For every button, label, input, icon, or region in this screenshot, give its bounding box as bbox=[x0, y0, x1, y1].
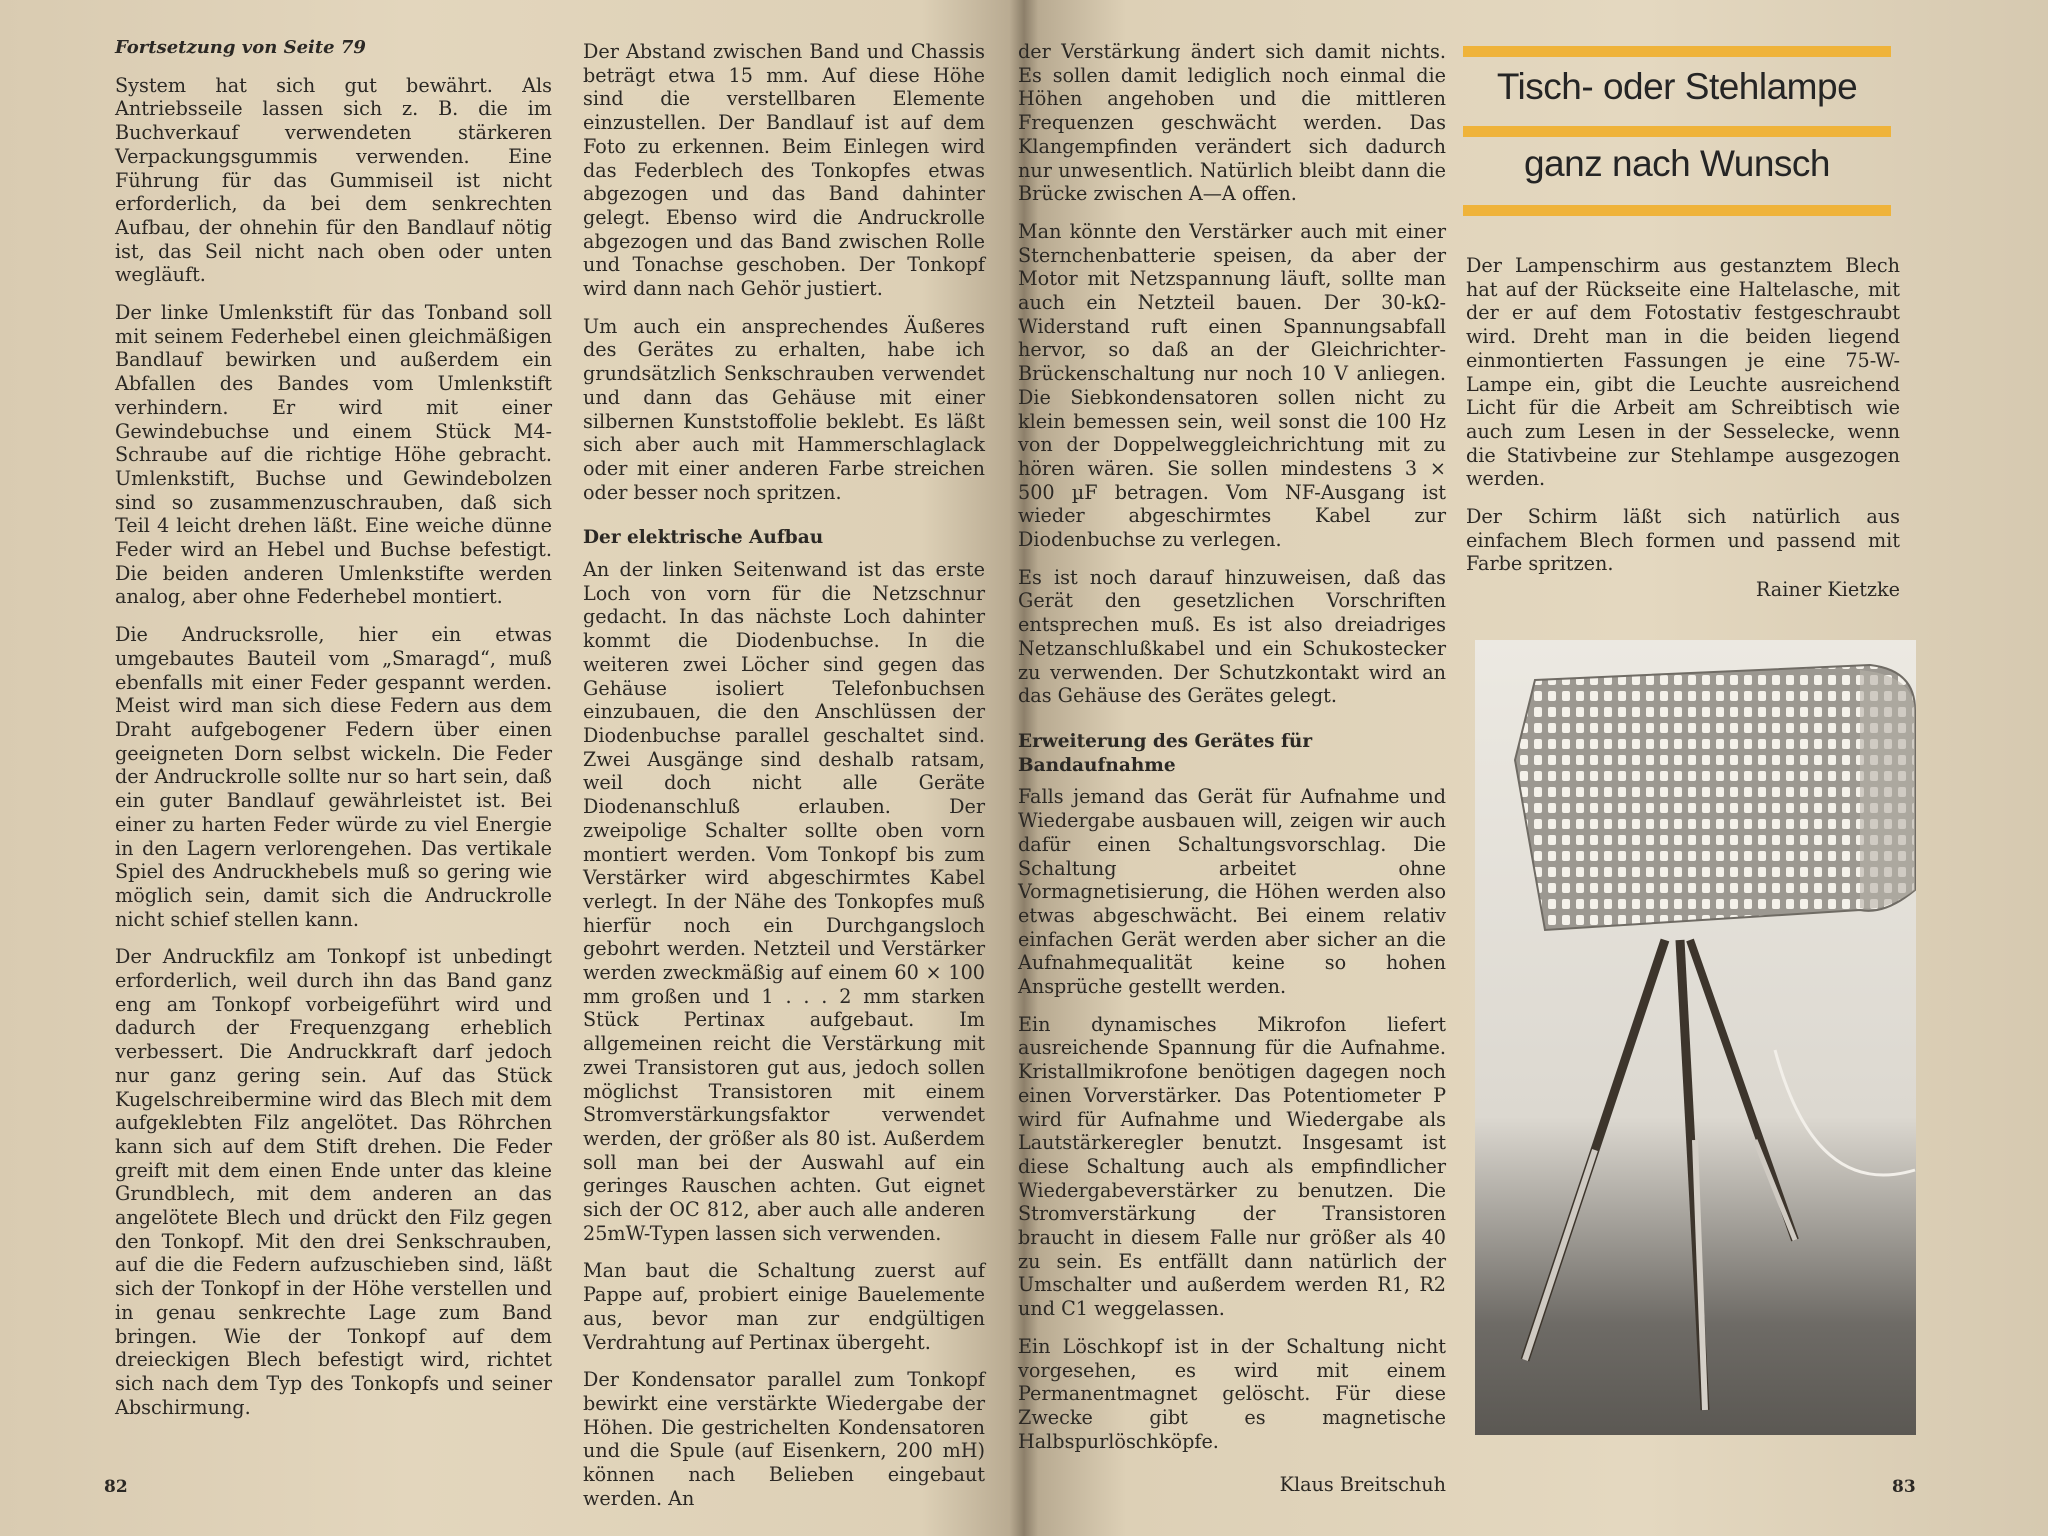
page-number-left: 82 bbox=[104, 1477, 128, 1497]
continued-note: Fortsetzung von Seite 79 bbox=[115, 37, 366, 58]
article-title-line-1: Tisch- oder Stehlampe bbox=[1496, 66, 1858, 107]
paragraph: Der Lampenschirm aus gestanztem Blech hat auf der Rückseite eine Haltelasche, mit der er auf dem Fotostativ festgeschraubt wird. Dreht man in die beiden liegend einmontierten Fassungen je eine 75-W-Lampe ein, gibt die Leuchte ausreichend Licht für die Arbeit am Schreibtisch wie auch zum Lesen in der Sesselecke, wenn die Stativbeine zur Stehlampe ausgezogen werden. bbox=[1466, 254, 1900, 491]
paragraph: Ein dynamisches Mikrofon liefert ausreichende Spannung für die Aufnahme. Kristallmikrofone benötigen dagegen noch einen Vorverstärker. Das Potentiometer P wird für Aufnahme und Wiedergabe als Lautstärkeregler benutzt. Insgesamt ist diese Schaltung auch als empfindlicher Wiedergabeverstärker zu benutzen. Die Stromverstärkung der Transistoren braucht in diesem Falle nur größer als 40 zu sein. Es entfällt dann natürlich der Umschalter und außerdem werden R1, R2 und C1 weggelassen. bbox=[1018, 1012, 1446, 1321]
right-page-column-1 bbox=[1018, 40, 1446, 1497]
accent-bar-top bbox=[1463, 46, 1891, 57]
paragraph: Um auch ein ansprechendes Äußeres des Gerätes zu erhalten, habe ich grundsätzlich Senkschrauben verwendet und dann das Gehäuse mit einer silbernen Kunststoffolie beklebt. Es läßt sich aber auch mit Hammerschlaglack oder mit einer anderen Farbe streichen oder besser noch spritzen. bbox=[583, 314, 985, 504]
left-page-column-1 bbox=[115, 36, 552, 1433]
paragraph: Der Schirm läßt sich natürlich aus einfachem Blech formen und passend mit Farbe spritzen. bbox=[1466, 505, 1900, 576]
paragraph: Es ist noch darauf hinzuweisen, daß das Gerät den gesetzlichen Vorschriften entsprechen muß. Es ist also dreiadriges Netzanschlußkabel und ein Schukostecker zu verwenden. Der Schutzkontakt wird an das Gehäuse des Gerätes gelegt. bbox=[1018, 565, 1446, 708]
paragraph: Der Andruckfilz am Tonkopf ist unbedingt erforderlich, weil durch ihn das Band ganz eng am Tonkopf vorbeigeführt wird und dadurch der Frequenzgang erheblich verbessert. Die Andruckkraft darf jedoch nur ganz gering sein. Auf das Stück Kugelschreibermine wird das Blech mit dem aufgeklebten Filz angelötet. Das Röhrchen kann sich auf dem Stift drehen. Die Feder greift mit dem einen Ende unter das kleine Grundblech, mit dem anderen an das angelötete Blech und drückt den Filz gegen den Tonkopf. Mit den drei Senkschrauben, auf die die Federn aufzuschieben sind, läßt sich der Tonkopf in der Höhe verstellen und in genau senkrechte Lage zum Band bringen. Wie der Tonkopf auf dem dreieckigen Blech befestigt wird, richtet sich nach dem Typ des Tonkopfs und seiner Abschirmung. bbox=[115, 945, 552, 1419]
section-heading: Der elektrische Aufbau bbox=[583, 527, 824, 549]
paragraph: An der linken Seitenwand ist das erste Loch von vorn für die Netzschnur gedacht. In das nächste Loch dahinter kommt die Diodenbuchse. In die weiteren zwei Löcher sind gegen das Gehäuse isoliert Telefonbuchsen einzubauen, die den Anschlüssen der Diodenbuchse parallel geschaltet sind. Zwei Ausgänge sind deshalb ratsam, weil doch nicht alle Geräte Diodenanschluß erlauben. Der zweipolige Schalter sollte oben vorn montiert werden. Vom Tonkopf bis zum Verstärker wird abgeschirmtes Kabel verlegt. In der Nähe des Tonkopfes muß hierfür noch ein Durchgangsloch gebohrt werden. Netzteil und Verstärker werden zweckmäßig auf einem 60 × 100 mm großen und 1 . . . 2 mm starken Stück Pertinax aufgebaut. Im allgemeinen reicht die Verstärkung mit zwei Transistoren gut aus, jedoch sollen möglichst Transistoren mit einem Stromverstärkungsfaktor verwendet werden, der größer als 80 ist. Außerdem soll man bei der Auswahl auf ein geringes Rauschen achten. Gut eignet sich der OC 812, aber auch alle anderen 25mW-Typen lassen sich verwenden. bbox=[583, 558, 985, 1245]
paragraph: Der linke Umlenkstift für das Tonband soll mit seinem Federhebel einen gleichmäßigen Bandlauf bewirken und außerdem ein Abfallen des Bandes vom Umlenkstift verhindern. Er wird mit einer Gewindebuchse und einem Stück M4-Schraube auf die richtige Höhe gebracht. Umlenkstift, Buchse und Gewindebolzen sind so zusammenzuschrauben, daß sich Teil 4 leicht drehen läßt. Eine weiche dünne Feder wird an Hebel und Buchse befestigt. Die beiden anderen Umlenkstifte werden analog, aber ohne Federhebel montiert. bbox=[115, 301, 552, 609]
article-author: Rainer Kietzke bbox=[1755, 578, 1900, 602]
paragraph: Der Kondensator parallel zum Tonkopf bewirkt eine verstärkte Wiedergabe der Höhen. Die gestrichelten Kondensatoren und die Spule (auf Eisenkern, 200 mH) können nach Belieben eingebaut werden. An bbox=[583, 1368, 985, 1510]
paragraph: Die Andrucksrolle, hier ein etwas umgebautes Bauteil vom „Smaragd“, muß ebenfalls mit einer Feder gespannt werden. Meist wird man sich diese Federn aus dem Draht aufgebogener Federn über einen geeigneten Dorn selbst wickeln. Die Feder der Andruckrolle sollte nur so hart sein, daß ein guter Bandlauf gewährleistet ist. Bei einer zu harten Feder würde zu viel Energie in den Lagern verlorengehen. Das vertikale Spiel des Andruckhebels muß so gering wie möglich sein, damit sich die Andruckrolle nicht schief stellen kann. bbox=[115, 623, 552, 931]
paragraph: Man könnte den Verstärker auch mit einer Sternchenbatterie speisen, da aber der Motor mit Netzspannung läuft, sollte man auch ein Netzteil bauen. Der 30-kΩ-Widerstand ruft einen Spannungsabfall hervor, so daß an der Gleichrichter-Brückenschaltung nur noch 10 V anliegen. Die Siebkondensatoren sollen nicht zu klein bemessen sein, weil sonst die 100 Hz von der Doppelweggleichrichtung mit zu hören wären. Sie sollen mindestens 3 × 500 µF betragen. Vom NF-Ausgang ist wieder abgeschirmtes Kabel zur Diodenbuchse zu verlegen. bbox=[1018, 219, 1446, 552]
paragraph: Der Abstand zwischen Band und Chassis beträgt etwa 15 mm. Auf diese Höhe sind die verstellbaren Elemente einzustellen. Der Bandlauf ist auf dem Foto zu erkennen. Beim Einlegen wird das Federblech des Tonkopfes etwas abgezogen und das Band dahinter gelegt. Ebenso wird die Andruckrolle abgezogen und das Band zwischen Rolle und Tonachse geschoben. Der Tonkopf wird dann nach Gehör justiert. bbox=[583, 40, 985, 301]
paragraph: Falls jemand das Gerät für Aufnahme und Wiedergabe ausbauen will, zeigen wir auch dafür einen Schaltungsvorschlag. Die Schaltung arbeitet ohne Vormagnetisierung, die Höhen werden also etwas abgeschwächt. Bei einem relativ einfachen Gerät werden aber sicher an die Aufnahmequalität keine so hohen Ansprüche gestellt werden. bbox=[1018, 785, 1446, 999]
paragraph: der Verstärkung ändert sich damit nichts. Es sollen damit lediglich noch einmal die Höhen angehoben und die mittleren Frequenzen geschwächt werden. Das Klangempfinden verändert sich dadurch nur unwesentlich. Natürlich bleibt dann die Brücke zwischen A—A offen. bbox=[1018, 40, 1446, 206]
paragraph: Man baut die Schaltung zuerst auf Pappe auf, probiert einige Bauelemente aus, bevor man zur endgültigen Verdrahtung auf Pertinax übergeht. bbox=[583, 1259, 985, 1354]
author-signature: Klaus Breitschuh bbox=[1279, 1473, 1446, 1497]
paragraph: System hat sich gut bewährt. Als Antriebsseile lassen sich z. B. die im Buchverkauf verwendeten stärkeren Verpackungsgummis verwenden. Eine Führung für das Gummiseil ist nicht erforderlich, da bei dem senkrechten Aufbau, der ohnehin für den Bandlauf nötig ist, das Seil nicht nach oben oder unten wegläuft. bbox=[115, 73, 552, 287]
lamp-drawing bbox=[1475, 640, 1916, 1435]
section-heading: Erweiterung des Gerätes für Bandaufnahme bbox=[1018, 730, 1313, 776]
left-page bbox=[0, 0, 1020, 1536]
paragraph: Ein Löschkopf ist in der Schaltung nicht vorgesehen, es wird mit einem Permanentmagnet gelöscht. Für diese Zwecke gibt es magnetische Halbspurlöschköpfe. bbox=[1018, 1334, 1446, 1453]
accent-bar-bottom bbox=[1463, 205, 1891, 216]
left-page-column-2 bbox=[583, 40, 985, 1524]
lamp-article-text bbox=[1466, 254, 1900, 602]
article-title-line-2: ganz nach Wunsch bbox=[1523, 143, 1830, 184]
lamp-shade bbox=[1515, 665, 1915, 930]
page-number-right: 83 bbox=[1892, 1477, 1916, 1497]
accent-bar-middle bbox=[1463, 126, 1891, 137]
table-lamp-photo bbox=[1475, 640, 1916, 1435]
